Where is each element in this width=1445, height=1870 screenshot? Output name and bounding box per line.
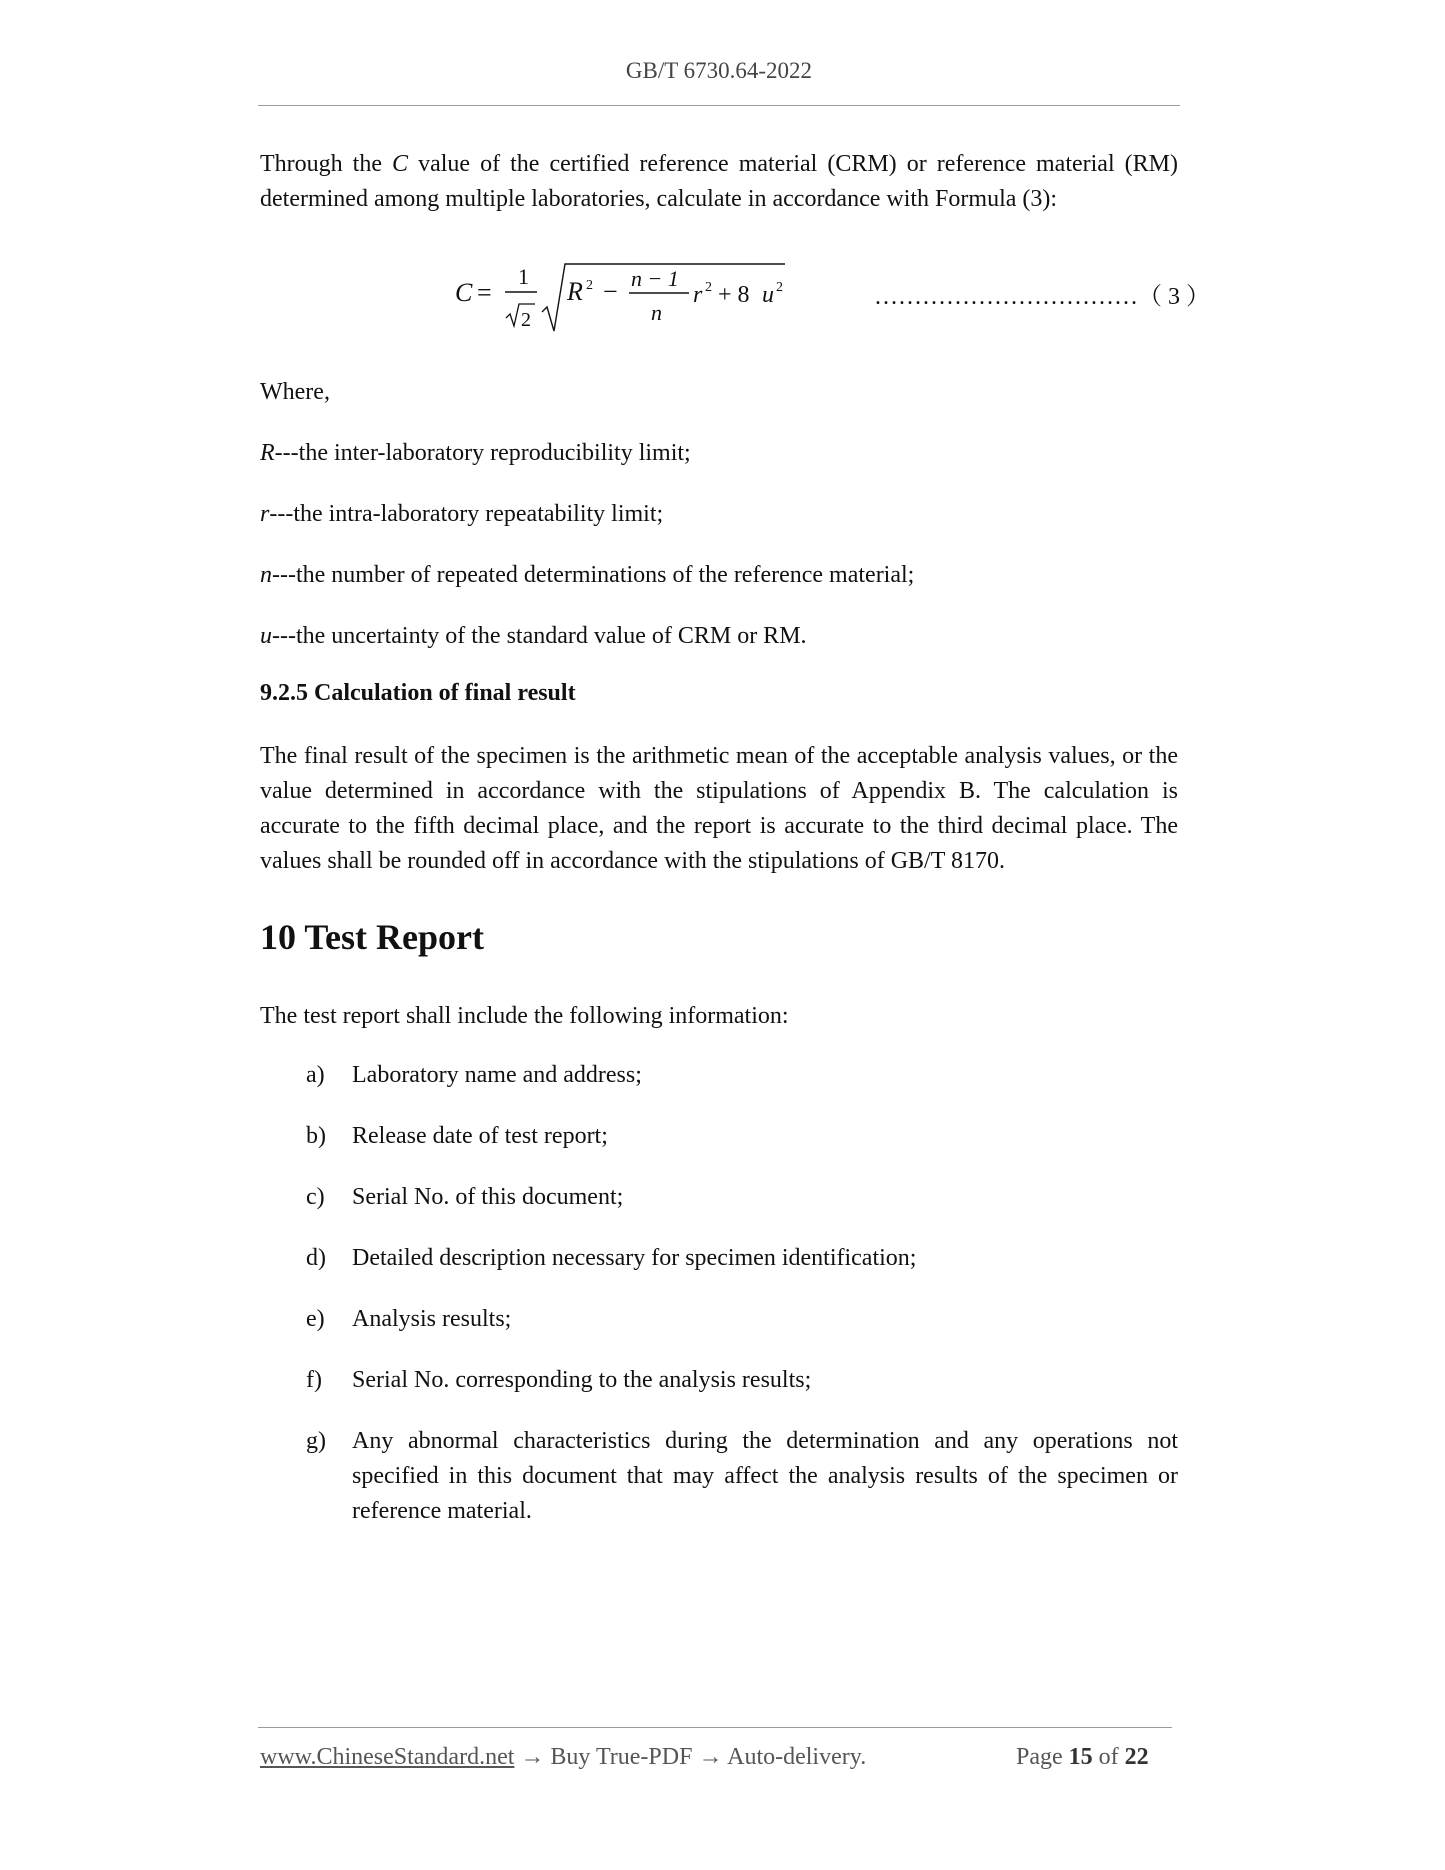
intro-text-part2: value of the certified reference material (CRM) or reference material (RM) determined among multiple laboratories, calculate in accordance with Formula (3): [260, 151, 1178, 212]
where-label: Where, [260, 379, 330, 405]
list-item-text: Any abnormal characteristics during the determination and any operations not specified in this document that may affect the analysis results of the specimen or reference material. [352, 1428, 1178, 1524]
definition-symbol: r [260, 501, 270, 527]
current-page: 15 [1068, 1744, 1093, 1770]
formula-number: ……………………………（ 3 ） [874, 284, 1210, 310]
site-link[interactable]: www.ChineseStandard.net [260, 1744, 515, 1770]
footer-divider [258, 1727, 1172, 1728]
formula-sqrt2-radicand: 2 [521, 309, 531, 331]
list-item-text: Analysis results; [352, 1306, 512, 1332]
list-item-text: Laboratory name and address; [352, 1062, 642, 1088]
list-marker: g) [306, 1428, 326, 1454]
intro-text-part1: Through the [260, 151, 393, 177]
definition-symbol: u [260, 623, 272, 649]
list-marker: c) [306, 1184, 325, 1210]
footer-promo [260, 1744, 866, 1771]
definition-text: ---the uncertainty of the standard value of CRM or RM. [272, 623, 807, 649]
formula-equals: = [477, 278, 492, 307]
formula-minus: − [603, 277, 618, 306]
formula-lhs: C [455, 278, 473, 307]
list-marker: f) [306, 1367, 322, 1393]
list-item-text: Serial No. of this document; [352, 1184, 624, 1210]
formula-R-exponent: 2 [586, 278, 593, 293]
page-header: GB/T 6730.64-2022 [625, 58, 813, 83]
formula-n-minus-1: n − 1 [631, 266, 679, 291]
definition-n [260, 559, 914, 591]
formula-r: r [693, 282, 703, 308]
definition-u [260, 620, 807, 652]
definition-symbol: R [260, 440, 275, 466]
list-marker: b) [306, 1123, 326, 1149]
formula-u: u [762, 282, 774, 308]
formula-numerator-one: 1 [518, 264, 529, 289]
of-word: of [1098, 1744, 1119, 1770]
definition-text: ---the number of repeated determinations of the reference material; [272, 562, 915, 588]
formula-R: R [567, 277, 583, 306]
intro-symbol: C [392, 151, 409, 177]
formula-denominator-n: n [651, 300, 662, 325]
formula-r-exponent: 2 [705, 280, 712, 295]
definition-r [260, 498, 663, 530]
footer-promo-text: → Buy True-PDF → Auto-delivery. [514, 1744, 867, 1770]
list-marker: a) [306, 1062, 325, 1088]
total-pages: 22 [1124, 1744, 1149, 1770]
intro-paragraph [260, 147, 1178, 217]
section-9-2-5-title: 9.2.5 Calculation of final result [260, 680, 576, 706]
list-item-text: Serial No. corresponding to the analysis results; [352, 1367, 812, 1393]
list-item-text: Release date of test report; [352, 1123, 608, 1149]
header-divider [258, 105, 1180, 106]
definition-symbol: n [260, 562, 272, 588]
list-marker: d) [306, 1245, 326, 1271]
list-item-text: Detailed description necessary for specimen identification; [352, 1245, 917, 1271]
formula-3 [455, 254, 815, 336]
formula-plus-8: + 8 [718, 282, 750, 308]
definition-R [260, 437, 691, 469]
section-9-2-5-body: The final result of the specimen is the arithmetic mean of the acceptable analysis values, or the value determined in accordance with the stipulations of Appendix B. The calculation is accurate to the fifth decimal place, and the report is accurate to the third decimal place. The values shall be rounded off in accordance with the stipulations of GB/T 8170. [260, 743, 1178, 874]
section-10-title: 10 Test Report [260, 917, 484, 957]
definition-text: ---the intra-laboratory repeatability limit; [269, 501, 664, 527]
page-number [1016, 1744, 1149, 1771]
page-word: Page [1016, 1744, 1063, 1770]
section-10-intro: The test report shall include the following information: [260, 1003, 789, 1029]
formula-u-exponent: 2 [776, 280, 783, 295]
definition-text: ---the inter-laboratory reproducibility limit; [274, 440, 691, 466]
list-marker: e) [306, 1306, 325, 1332]
